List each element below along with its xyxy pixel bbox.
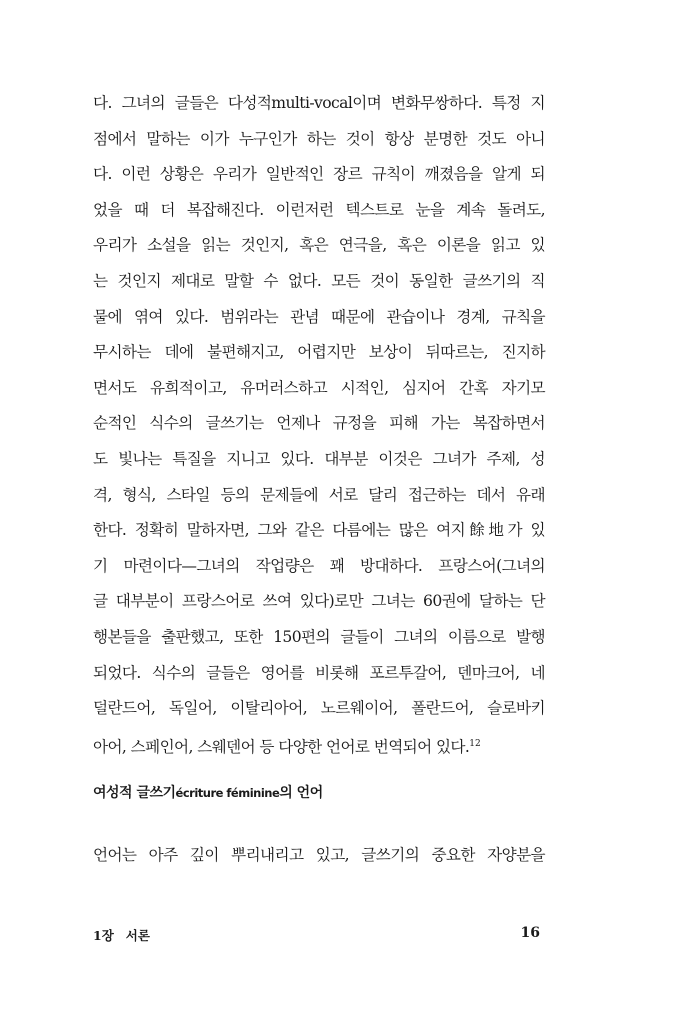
chapter-number: 1장 <box>93 928 114 943</box>
text-line: 다. 이런 상황은 우리가 일반적인 장르 규칙이 깨졌음을 알게 되 <box>93 165 545 184</box>
section-heading-suffix: 의 언어 <box>279 785 323 801</box>
text-line-content: 아어, 스페인어, 스웨덴어 등 다양한 언어로 번역되어 있다. <box>93 737 470 756</box>
footnote-reference[interactable]: 12 <box>469 738 481 749</box>
section-heading <box>93 782 323 802</box>
text-line: 행본들을 출판했고, 또한 150편의 글들이 그녀의 이름으로 발행 <box>93 627 545 646</box>
running-footer <box>93 926 150 944</box>
text-line: 글 대부분이 프랑스어로 쓰여 있다)로만 그녀는 60권에 달하는 단 <box>93 592 545 611</box>
text-line: 기 마련이다—그녀의 작업량은 꽤 방대하다. 프랑스어(그녀의 <box>93 556 545 575</box>
text-line-last <box>93 727 545 763</box>
text-line: 우리가 소설을 읽는 것인지, 혹은 연극을, 혹은 이론을 읽고 있 <box>93 236 545 255</box>
closing-line: 언어는 아주 깊이 뿌리내리고 있고, 글쓰기의 중요한 자양분을 <box>93 846 545 864</box>
text-line: 도 빛나는 특질을 지니고 있다. 대부분 이것은 그녀가 주제, 성 <box>93 449 545 468</box>
text-line: 점에서 말하는 이가 누구인가 하는 것이 항상 분명한 것도 아니 <box>93 129 545 148</box>
text-line: 격, 형식, 스타일 등의 문제들에 서로 달리 접근하는 데서 유래 <box>93 485 545 504</box>
text-line: 한다. 정확히 말하자면, 그와 같은 다름에는 많은 여지餘地가 있 <box>93 521 545 540</box>
section-heading-latin: écriture féminine <box>175 786 280 800</box>
body-paragraph <box>93 86 545 762</box>
text-line: 다. 그녀의 글들은 다성적multi-vocal이며 변화무쌍하다. 특정 지 <box>93 94 545 112</box>
text-line: 는 것인지 제대로 말할 수 없다. 모든 것이 동일한 글쓰기의 직 <box>93 271 545 290</box>
text-line: 물에 엮여 있다. 범위라는 관념 때문에 관습이나 경계, 규칙을 <box>93 307 545 326</box>
text-line: 면서도 유희적이고, 유머러스하고 시적인, 심지어 간혹 자기모 <box>93 378 545 397</box>
chapter-title: 서론 <box>125 928 150 943</box>
text-line: 덜란드어, 독일어, 이탈리아어, 노르웨이어, 폴란드어, 슬로바키 <box>93 699 545 718</box>
text-line: 순적인 식수의 글쓰기는 언제나 규정을 피해 가는 복잡하면서 <box>93 414 545 433</box>
text-line: 무시하는 데에 불편해지고, 어렵지만 보상이 뒤따르는, 진지하 <box>93 343 545 362</box>
text-line: 었을 때 더 복잡해진다. 이런저런 텍스트로 눈을 계속 돌려도, <box>93 200 545 219</box>
page-number: 16 <box>520 925 540 941</box>
text-line: 되었다. 식수의 글들은 영어를 비롯해 포르투갈어, 덴마크어, 네 <box>93 663 545 682</box>
section-heading-prefix: 여성적 글쓰기 <box>93 785 176 801</box>
